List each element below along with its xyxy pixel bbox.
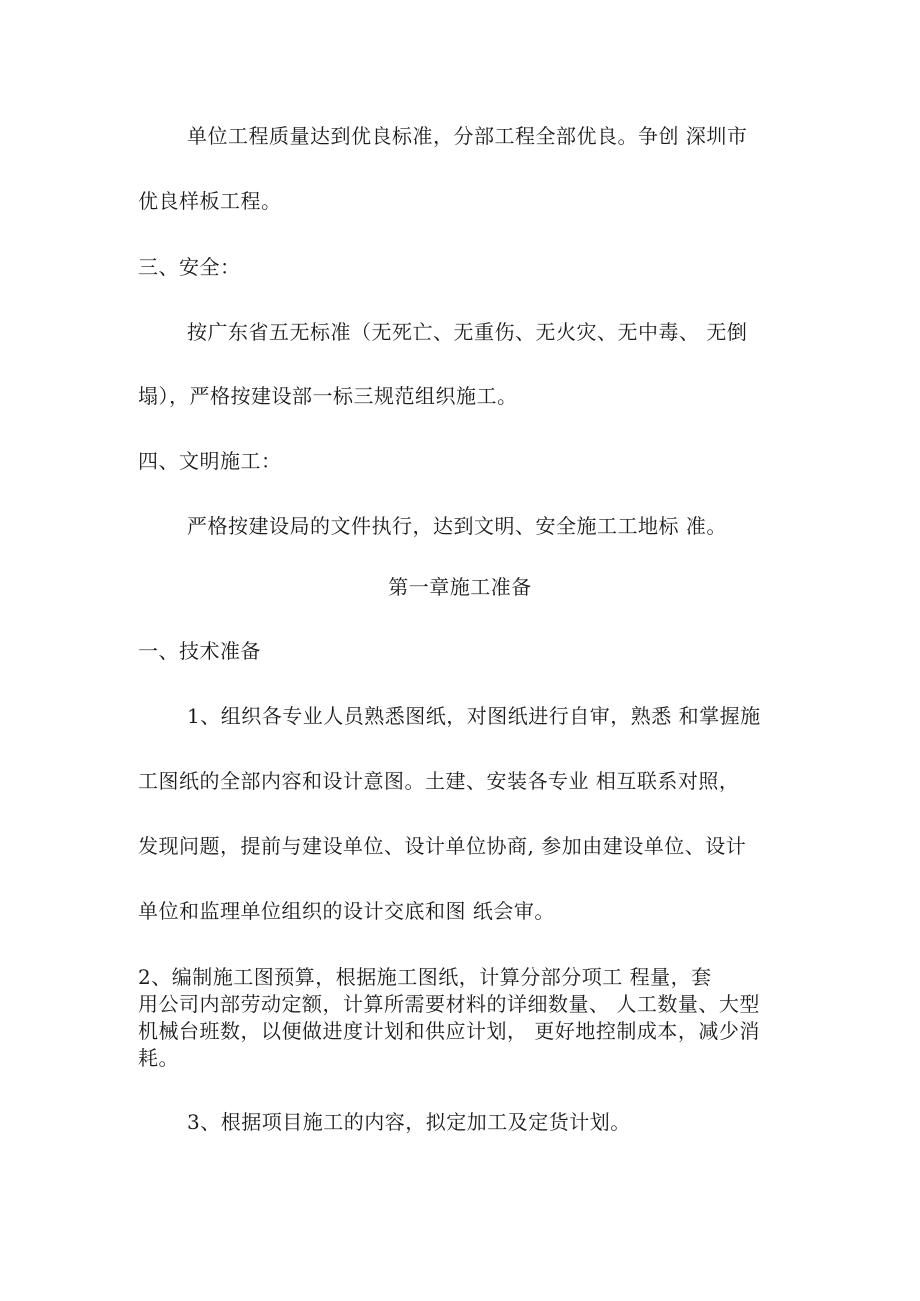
heading-safety: 三、安全： <box>138 255 241 279</box>
paragraph-item-3-line-1: 3、根据项目施工的内容，拟定加工及定货计划。 <box>187 1110 631 1134</box>
paragraph-item-1-line-3: 发现问题，提前与建设单位、设计单位协商, 参加由建设单位、设计 <box>138 834 747 858</box>
chapter-title: 第一章施工准备 <box>388 575 532 599</box>
paragraph-quality-line-1: 单位工程质量达到优良标准，分部工程全部优良。争创 深圳市 <box>187 124 748 148</box>
paragraph-item-1-line-1: 1、组织各专业人员熟悉图纸，对图纸进行自审，熟悉 和掌握施 <box>187 704 761 728</box>
heading-technical-preparation: 一、技术准备 <box>138 639 261 663</box>
paragraph-safety-line-1: 按广东省五无标准（无死亡、无重伤、无火灾、无中毒、 无倒 <box>187 320 748 344</box>
paragraph-civilized-line-1: 严格按建设局的文件执行，达到文明、安全施工工地标 准。 <box>187 514 727 538</box>
paragraph-item-1-line-4: 单位和监理单位组织的设计交底和图 纸会审。 <box>138 899 555 923</box>
paragraph-item-2-line-4: 耗。 <box>138 1046 179 1070</box>
paragraph-item-2-line-1: 2、编制施工图预算，根据施工图纸，计算分部分项工 程量，套 <box>138 965 712 989</box>
paragraph-item-2-line-2: 用公司内部劳动定额，计算所需要材料的详细数量、 人工数量、大型 <box>138 992 760 1016</box>
paragraph-quality-line-2: 优良样板工程。 <box>138 189 282 213</box>
paragraph-safety-line-2: 塌），严格按建设部一标三规范组织施工。 <box>138 384 518 408</box>
paragraph-item-2-line-3: 机械台班数，以便做进度计划和供应计划， 更好地控制成本，减少消 <box>138 1019 760 1043</box>
heading-civilized-construction: 四、文明施工： <box>138 449 282 473</box>
paragraph-item-1-line-2: 工图纸的全部内容和设计意图。土建、安装各专业 相互联系对照， <box>138 769 740 793</box>
